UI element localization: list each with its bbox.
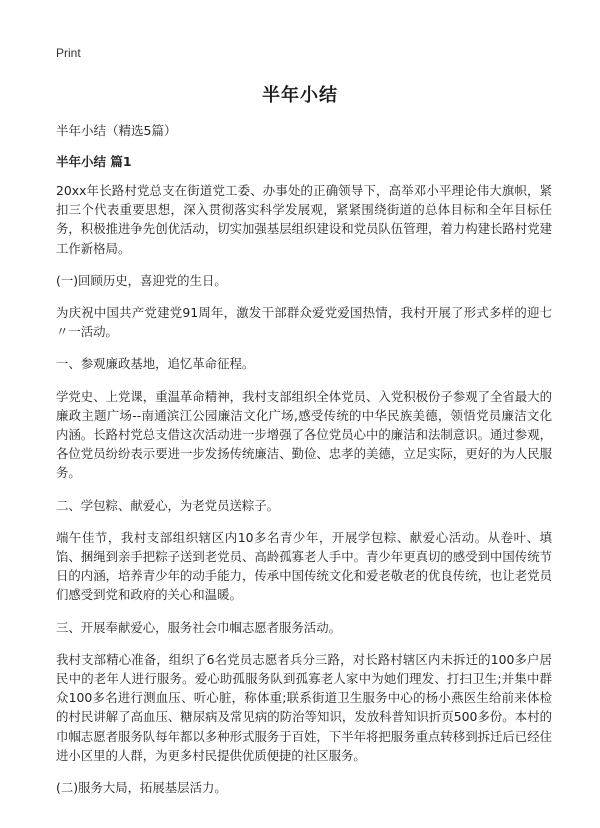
paragraph-subheading-1: (一)回顾历史，喜迎党的生日。 bbox=[56, 272, 227, 288]
print-link[interactable]: Print bbox=[56, 46, 81, 60]
paragraph-subheading-2: (二)服务大局，拓展基层活力。 bbox=[56, 780, 227, 796]
document-subtitle: 半年小结（精选5篇） bbox=[56, 123, 177, 138]
paragraph-celebration: 为庆祝中国共产党建党91周年，激发干部群众爱党爱国热情，我村开展了形式多样的迎七〃一活动。 bbox=[56, 305, 552, 340]
paragraph-point-2: 二、学包粽、献爱心，为老党员送粽子。 bbox=[56, 497, 280, 513]
document-title: 半年小结 bbox=[262, 85, 338, 106]
paragraph-dragon-boat: 端午佳节，我村支部组织辖区内10多名青少年，开展学包粽、献爱心活动。从卷叶、填馅、捆绳到亲手把粽子送到老党员、高龄孤寡老人手中。青少年更真切的感受到中国传统节日的内涵，培养青少年的动手能力，传承中国传统文化和爱老敬老的优良传统，也让老党员们感受到党和政府的关心和温暖。 bbox=[56, 529, 552, 603]
paragraph-intro: 20xx年长路村党总支在街道党工委、办事处的正确领导下，高举邓小平理论伟大旗帜，紧扣三个代表重要思想，深入贯彻落实科学发展观，紧紧围绕街道的总体目标和全年目标任务，积极推进争先创优活动，切实加强基层组织建设和党员队伍管理，着力构建长路村党建工作新格局。 bbox=[56, 183, 552, 256]
paragraph-visit: 学党史、上党课，重温革命精神，我村支部组织全体党员、入党积极份子参观了全省最大的廉政主题广场--南通滨江公园廉洁文化广场,感受传统的中华民族美德，领悟党员廉洁文化内涵。长路村党总支借这次活动进一步增强了各位党员心中的廉洁和法制意识。通过参观，各位党员纷纷表示要进一步发扬传统廉洁、勤俭、忠孝的美德，立足实际，更好的为人民服务。 bbox=[56, 388, 552, 481]
paragraph-point-3: 三、开展奉献爱心，服务社会巾帼志愿者服务活动。 bbox=[56, 619, 341, 635]
paragraph-point-1: 一、参观廉政基地，追忆革命征程。 bbox=[56, 356, 255, 372]
document-body bbox=[56, 181, 552, 810]
paragraph-volunteers: 我村支部精心准备，组织了6名党员志愿者兵分三路，对长路村辖区内未拆迁的100多户居民中的老年人进行服务。爱心助孤服务队到孤寡老人家中为她们理发、打扫卫生;并集中群众100多名进行测血压、听心脏，称体重;联系街道卫生服务中心的杨小燕医生给前来体检的村民讲解了高血压、糖尿病及常见病的防治等知识，发放科普知识折页500多份。本村的巾帼志愿者服务队每年都以多种形式服务于百姓，下半年将把服务重点转移到拆迁后已经住进小区里的人群，为更多村民提供优质便捷的社区服务。 bbox=[56, 651, 552, 763]
section-heading: 半年小结 篇1 bbox=[56, 154, 132, 169]
